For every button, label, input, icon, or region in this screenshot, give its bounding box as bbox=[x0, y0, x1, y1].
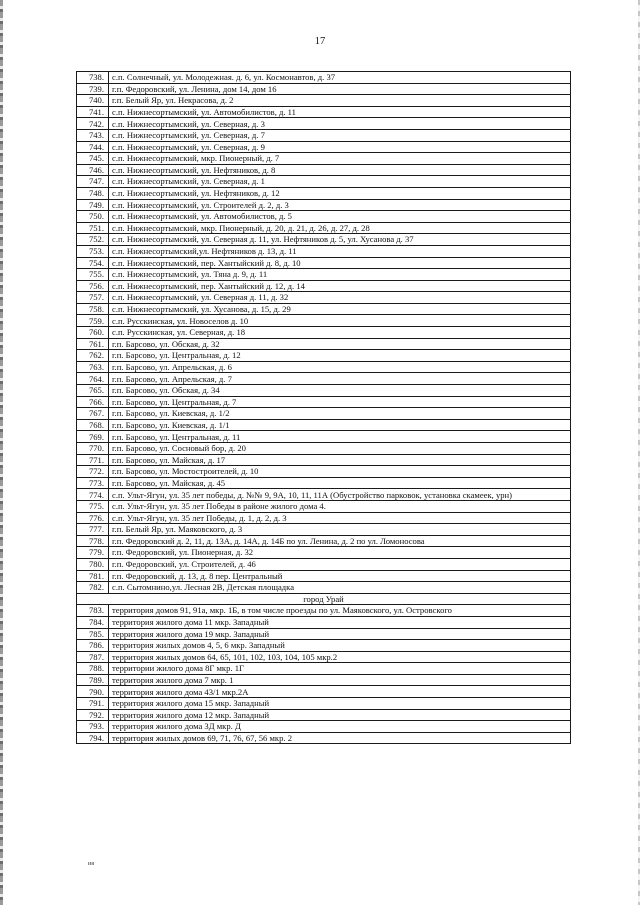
address-row-wrapped-group bbox=[77, 489, 571, 501]
row-number: 743. bbox=[77, 129, 109, 141]
row-number: 784. bbox=[77, 616, 109, 628]
row-address: территория жилых домов 4, 5, 6 мкр. Западный bbox=[109, 640, 571, 652]
table-row bbox=[77, 535, 571, 547]
row-number: 758. bbox=[77, 303, 109, 315]
address-rows-group-1 bbox=[77, 72, 571, 489]
table-row bbox=[77, 385, 571, 397]
row-address: с.п. Нижнесортымский, мкр. Пионерный, д. 7 bbox=[109, 153, 571, 165]
row-address: г.п. Федоровский д. 2, 11, д. 13А, д. 14А, д. 14Б по ул. Ленина, д. 2 по ул. Ломоносова bbox=[109, 535, 571, 547]
row-address: г.п. Барсово, ул. Майская, д. 45 bbox=[109, 477, 571, 489]
row-number: 792. bbox=[77, 709, 109, 721]
row-number: 760. bbox=[77, 327, 109, 339]
table-row bbox=[77, 466, 571, 478]
row-address: территории жилого дома 8Г мкр. 1Г bbox=[109, 663, 571, 675]
row-number: 755. bbox=[77, 269, 109, 281]
row-number: 794. bbox=[77, 732, 109, 744]
scan-edge-left bbox=[0, 0, 3, 905]
row-address: с.п. Нижнесортымский, ул. Хусанова, д. 15, д. 29 bbox=[109, 303, 571, 315]
row-address: г.п. Барсово, ул. Центральная, д. 7 bbox=[109, 396, 571, 408]
row-number: 766. bbox=[77, 396, 109, 408]
table-row bbox=[77, 698, 571, 710]
table-row bbox=[77, 396, 571, 408]
row-address: с.п. Нижнесортымский,ул. Нефтяников д. 13, д. 11 bbox=[109, 245, 571, 257]
row-address: г.п. Барсово, ул. Киевская, д. 1/2 bbox=[109, 408, 571, 420]
row-number: 751. bbox=[77, 222, 109, 234]
row-address: территория жилого дома 7 мкр. 1 bbox=[109, 674, 571, 686]
row-address: г.п. Барсово, ул. Мостостроителей, д. 10 bbox=[109, 466, 571, 478]
table-row bbox=[77, 303, 571, 315]
row-address: г.п. Барсово, ул. Обская, д. 34 bbox=[109, 385, 571, 397]
row-address: территория жилых домов 64, 65, 101, 102, 103, 104, 105 мкр.2 bbox=[109, 651, 571, 663]
table-row bbox=[77, 408, 571, 420]
table-row bbox=[77, 350, 571, 362]
row-address: с.п. Нижнесортымский, ул. Северная, д. 7 bbox=[109, 129, 571, 141]
table-row bbox=[77, 524, 571, 536]
row-address: с.п. Нижнесортымский, ул. Тяна д. 9, д. 11 bbox=[109, 269, 571, 281]
row-number: 767. bbox=[77, 408, 109, 420]
table-row bbox=[77, 106, 571, 118]
row-address: г.п. Барсово, ул. Обская, д. 32 bbox=[109, 338, 571, 350]
table-row bbox=[77, 257, 571, 269]
row-number: 778. bbox=[77, 535, 109, 547]
row-number: 786. bbox=[77, 640, 109, 652]
row-number: 748. bbox=[77, 187, 109, 199]
row-address: г.п. Федоровский, ул. Ленина, дом 14, дом 16 bbox=[109, 83, 571, 95]
table-row bbox=[77, 199, 571, 211]
row-address: г.п. Белый Яр, ул. Маяковского, д. 3 bbox=[109, 524, 571, 536]
section-heading-row bbox=[77, 593, 571, 605]
section-heading-group bbox=[77, 593, 571, 605]
table-row bbox=[77, 605, 571, 617]
row-address: с.п. Нижнесортымский, пер. Хантыйский д. 8, д. 10 bbox=[109, 257, 571, 269]
table-row bbox=[77, 443, 571, 455]
row-address: с.п. Нижнесортымский, ул. Северная д. 11, ул. Нефтяников д. 5, ул. Хусанова д. 37 bbox=[109, 234, 571, 246]
row-number: 777. bbox=[77, 524, 109, 536]
row-number: 759. bbox=[77, 315, 109, 327]
row-address: с.п. Нижнесортымский, ул. Автомобилистов, д. 11 bbox=[109, 106, 571, 118]
table-row bbox=[77, 489, 571, 501]
table-row bbox=[77, 616, 571, 628]
row-address: с.п. Нижнесортымский, ул. Строителей д. 2, д. 3 bbox=[109, 199, 571, 211]
row-number: 752. bbox=[77, 234, 109, 246]
row-number: 761. bbox=[77, 338, 109, 350]
row-address: с.п. Русскинская, ул. Новоселов д. 10 bbox=[109, 315, 571, 327]
row-number: 753. bbox=[77, 245, 109, 257]
footer-mark: ия bbox=[88, 861, 94, 867]
table-row bbox=[77, 373, 571, 385]
row-number: 772. bbox=[77, 466, 109, 478]
row-number: 773. bbox=[77, 477, 109, 489]
row-address: г.п. Барсово, ул. Киевская, д. 1/1 bbox=[109, 419, 571, 431]
row-address: территория жилого дома 12 мкр. Западный bbox=[109, 709, 571, 721]
row-number: 754. bbox=[77, 257, 109, 269]
row-number: 791. bbox=[77, 698, 109, 710]
table-row bbox=[77, 95, 571, 107]
row-number: 750. bbox=[77, 211, 109, 223]
row-number: 744. bbox=[77, 141, 109, 153]
table-row bbox=[77, 651, 571, 663]
row-number: 740. bbox=[77, 95, 109, 107]
row-address: территория жилого дома 11 мкр. Западный bbox=[109, 616, 571, 628]
row-number: 745. bbox=[77, 153, 109, 165]
table-row bbox=[77, 292, 571, 304]
row-address: г.п. Барсово, ул. Апрельская, д. 6 bbox=[109, 361, 571, 373]
row-number: 762. bbox=[77, 350, 109, 362]
table-row bbox=[77, 234, 571, 246]
row-number: 771. bbox=[77, 454, 109, 466]
table-row bbox=[77, 245, 571, 257]
table-row bbox=[77, 419, 571, 431]
table-row bbox=[77, 315, 571, 327]
table-row bbox=[77, 176, 571, 188]
row-number: 769. bbox=[77, 431, 109, 443]
row-number: 785. bbox=[77, 628, 109, 640]
row-number: 775. bbox=[77, 500, 109, 512]
row-number: 763. bbox=[77, 361, 109, 373]
row-address: г.п. Барсово, ул. Майская, д. 17 bbox=[109, 454, 571, 466]
row-address: с.п. Нижнесортымский, ул. Северная, д. 1 bbox=[109, 176, 571, 188]
row-number: 742. bbox=[77, 118, 109, 130]
row-number: 774. bbox=[77, 489, 109, 501]
table-row bbox=[77, 500, 571, 512]
table-row bbox=[77, 628, 571, 640]
row-address: с.п. Нижнесортымский, мкр. Пионерный, д. 20, д. 21, д. 26, д. 27, д. 28 bbox=[109, 222, 571, 234]
row-address: с.п. Нижнесортымский, ул. Нефтяников, д. 8 bbox=[109, 164, 571, 176]
table-row bbox=[77, 709, 571, 721]
row-number: 770. bbox=[77, 443, 109, 455]
row-number: 756. bbox=[77, 280, 109, 292]
section-heading: город Урай bbox=[77, 593, 571, 605]
row-number: 787. bbox=[77, 651, 109, 663]
row-number: 783. bbox=[77, 605, 109, 617]
row-number: 782. bbox=[77, 582, 109, 594]
row-number: 747. bbox=[77, 176, 109, 188]
row-address: с.п. Нижнесортымский, ул. Северная, д. 9 bbox=[109, 141, 571, 153]
row-address: территория домов 91, 91а, мкр. 1Б, в том числе проезды по ул. Маяковского, ул. Островского bbox=[109, 605, 571, 617]
row-address: с.п. Ульт-Ягун, ул. 35 лет Победы, д. 1, д. 2, д. 3 bbox=[109, 512, 571, 524]
table-row bbox=[77, 187, 571, 199]
row-address: территория жилого дома 3Д мкр. Д bbox=[109, 721, 571, 733]
row-address: г.п. Барсово, ул. Апрельская, д. 7 bbox=[109, 373, 571, 385]
table-row bbox=[77, 431, 571, 443]
row-number: 765. bbox=[77, 385, 109, 397]
row-number: 790. bbox=[77, 686, 109, 698]
table-row bbox=[77, 361, 571, 373]
row-address: с.п. Солнечный, ул. Молодежная. д. 6, ул. Космонавтов, д. 37 bbox=[109, 72, 571, 84]
row-address: с.п. Русскинская, ул. Северная, д. 18 bbox=[109, 327, 571, 339]
table-row bbox=[77, 72, 571, 84]
row-number: 749. bbox=[77, 199, 109, 211]
table-row bbox=[77, 454, 571, 466]
row-number: 768. bbox=[77, 419, 109, 431]
row-address: с.п. Сытомнино,ул. Лесная 2В, Детская площадка bbox=[109, 582, 571, 594]
row-number: 757. bbox=[77, 292, 109, 304]
table-row bbox=[77, 582, 571, 594]
address-table bbox=[76, 71, 571, 744]
row-address: г.п. Барсово, ул. Сосновый бор, д. 20 bbox=[109, 443, 571, 455]
table-row bbox=[77, 686, 571, 698]
table-row bbox=[77, 512, 571, 524]
row-address: г.п. Барсово, ул. Центральная, д. 11 bbox=[109, 431, 571, 443]
row-number: 764. bbox=[77, 373, 109, 385]
table-row bbox=[77, 721, 571, 733]
row-address: г.п. Федоровский, ул. Пионерная, д. 32 bbox=[109, 547, 571, 559]
row-address: г.п. Федоровский, д. 13, д. 8 пер. Центральный bbox=[109, 570, 571, 582]
address-rows-group-3 bbox=[77, 605, 571, 744]
table-row bbox=[77, 558, 571, 570]
table-row bbox=[77, 153, 571, 165]
row-number: 738. bbox=[77, 72, 109, 84]
row-address: с.п. Нижнесортымский, ул. Автомобилистов, д. 5 bbox=[109, 211, 571, 223]
table-row bbox=[77, 269, 571, 281]
table-row bbox=[77, 327, 571, 339]
table-row bbox=[77, 570, 571, 582]
table-row bbox=[77, 141, 571, 153]
address-rows-group-2 bbox=[77, 500, 571, 593]
table-row bbox=[77, 83, 571, 95]
row-number: 779. bbox=[77, 547, 109, 559]
row-number: 741. bbox=[77, 106, 109, 118]
table-row bbox=[77, 164, 571, 176]
row-address: г.п. Барсово, ул. Центральная, д. 12 bbox=[109, 350, 571, 362]
row-address: территория жилого дома 15 мкр. Западный bbox=[109, 698, 571, 710]
table-row bbox=[77, 280, 571, 292]
row-address: с.п. Ульт-Ягун, ул. 35 лет Победы в районе жилого дома 4. bbox=[109, 500, 571, 512]
row-address: г.п. Федоровский, ул. Строителей, д. 46 bbox=[109, 558, 571, 570]
row-address: с.п. Нижнесортымский, ул. Нефтяников, д. 12 bbox=[109, 187, 571, 199]
table-row bbox=[77, 674, 571, 686]
row-number: 776. bbox=[77, 512, 109, 524]
row-address: г.п. Белый Яр, ул. Некрасова, д. 2 bbox=[109, 95, 571, 107]
row-number: 789. bbox=[77, 674, 109, 686]
row-number: 781. bbox=[77, 570, 109, 582]
table-row bbox=[77, 663, 571, 675]
row-number: 739. bbox=[77, 83, 109, 95]
row-address: с.п. Нижнесортымский, ул. Северная д. 11, д. 32 bbox=[109, 292, 571, 304]
row-number: 780. bbox=[77, 558, 109, 570]
table-row bbox=[77, 732, 571, 744]
table-row bbox=[77, 338, 571, 350]
table-row bbox=[77, 211, 571, 223]
row-number: 793. bbox=[77, 721, 109, 733]
row-address: с.п. Ульт-Ягун, ул. 35 лет победы, д. №№ 9, 9А, 10, 11, 11А (Обустройство парковок, установка скамеек, урн) bbox=[109, 489, 571, 501]
table-row bbox=[77, 129, 571, 141]
table-row bbox=[77, 118, 571, 130]
row-number: 746. bbox=[77, 164, 109, 176]
row-address: с.п. Нижнесортымский, пер. Хантыйский д. 12, д. 14 bbox=[109, 280, 571, 292]
table-row bbox=[77, 547, 571, 559]
table-row bbox=[77, 222, 571, 234]
table-row bbox=[77, 477, 571, 489]
row-number: 788. bbox=[77, 663, 109, 675]
row-address: территория жилых домов 69, 71, 76, 67, 56 мкр. 2 bbox=[109, 732, 571, 744]
table-row bbox=[77, 640, 571, 652]
row-address: территория жилого дома 19 мкр. Западный bbox=[109, 628, 571, 640]
row-address: с.п. Нижнесортымский, ул. Северная, д. 3 bbox=[109, 118, 571, 130]
page-number: 17 bbox=[314, 36, 326, 47]
row-address: территория жилого дома 43/1 мкр.2А bbox=[109, 686, 571, 698]
